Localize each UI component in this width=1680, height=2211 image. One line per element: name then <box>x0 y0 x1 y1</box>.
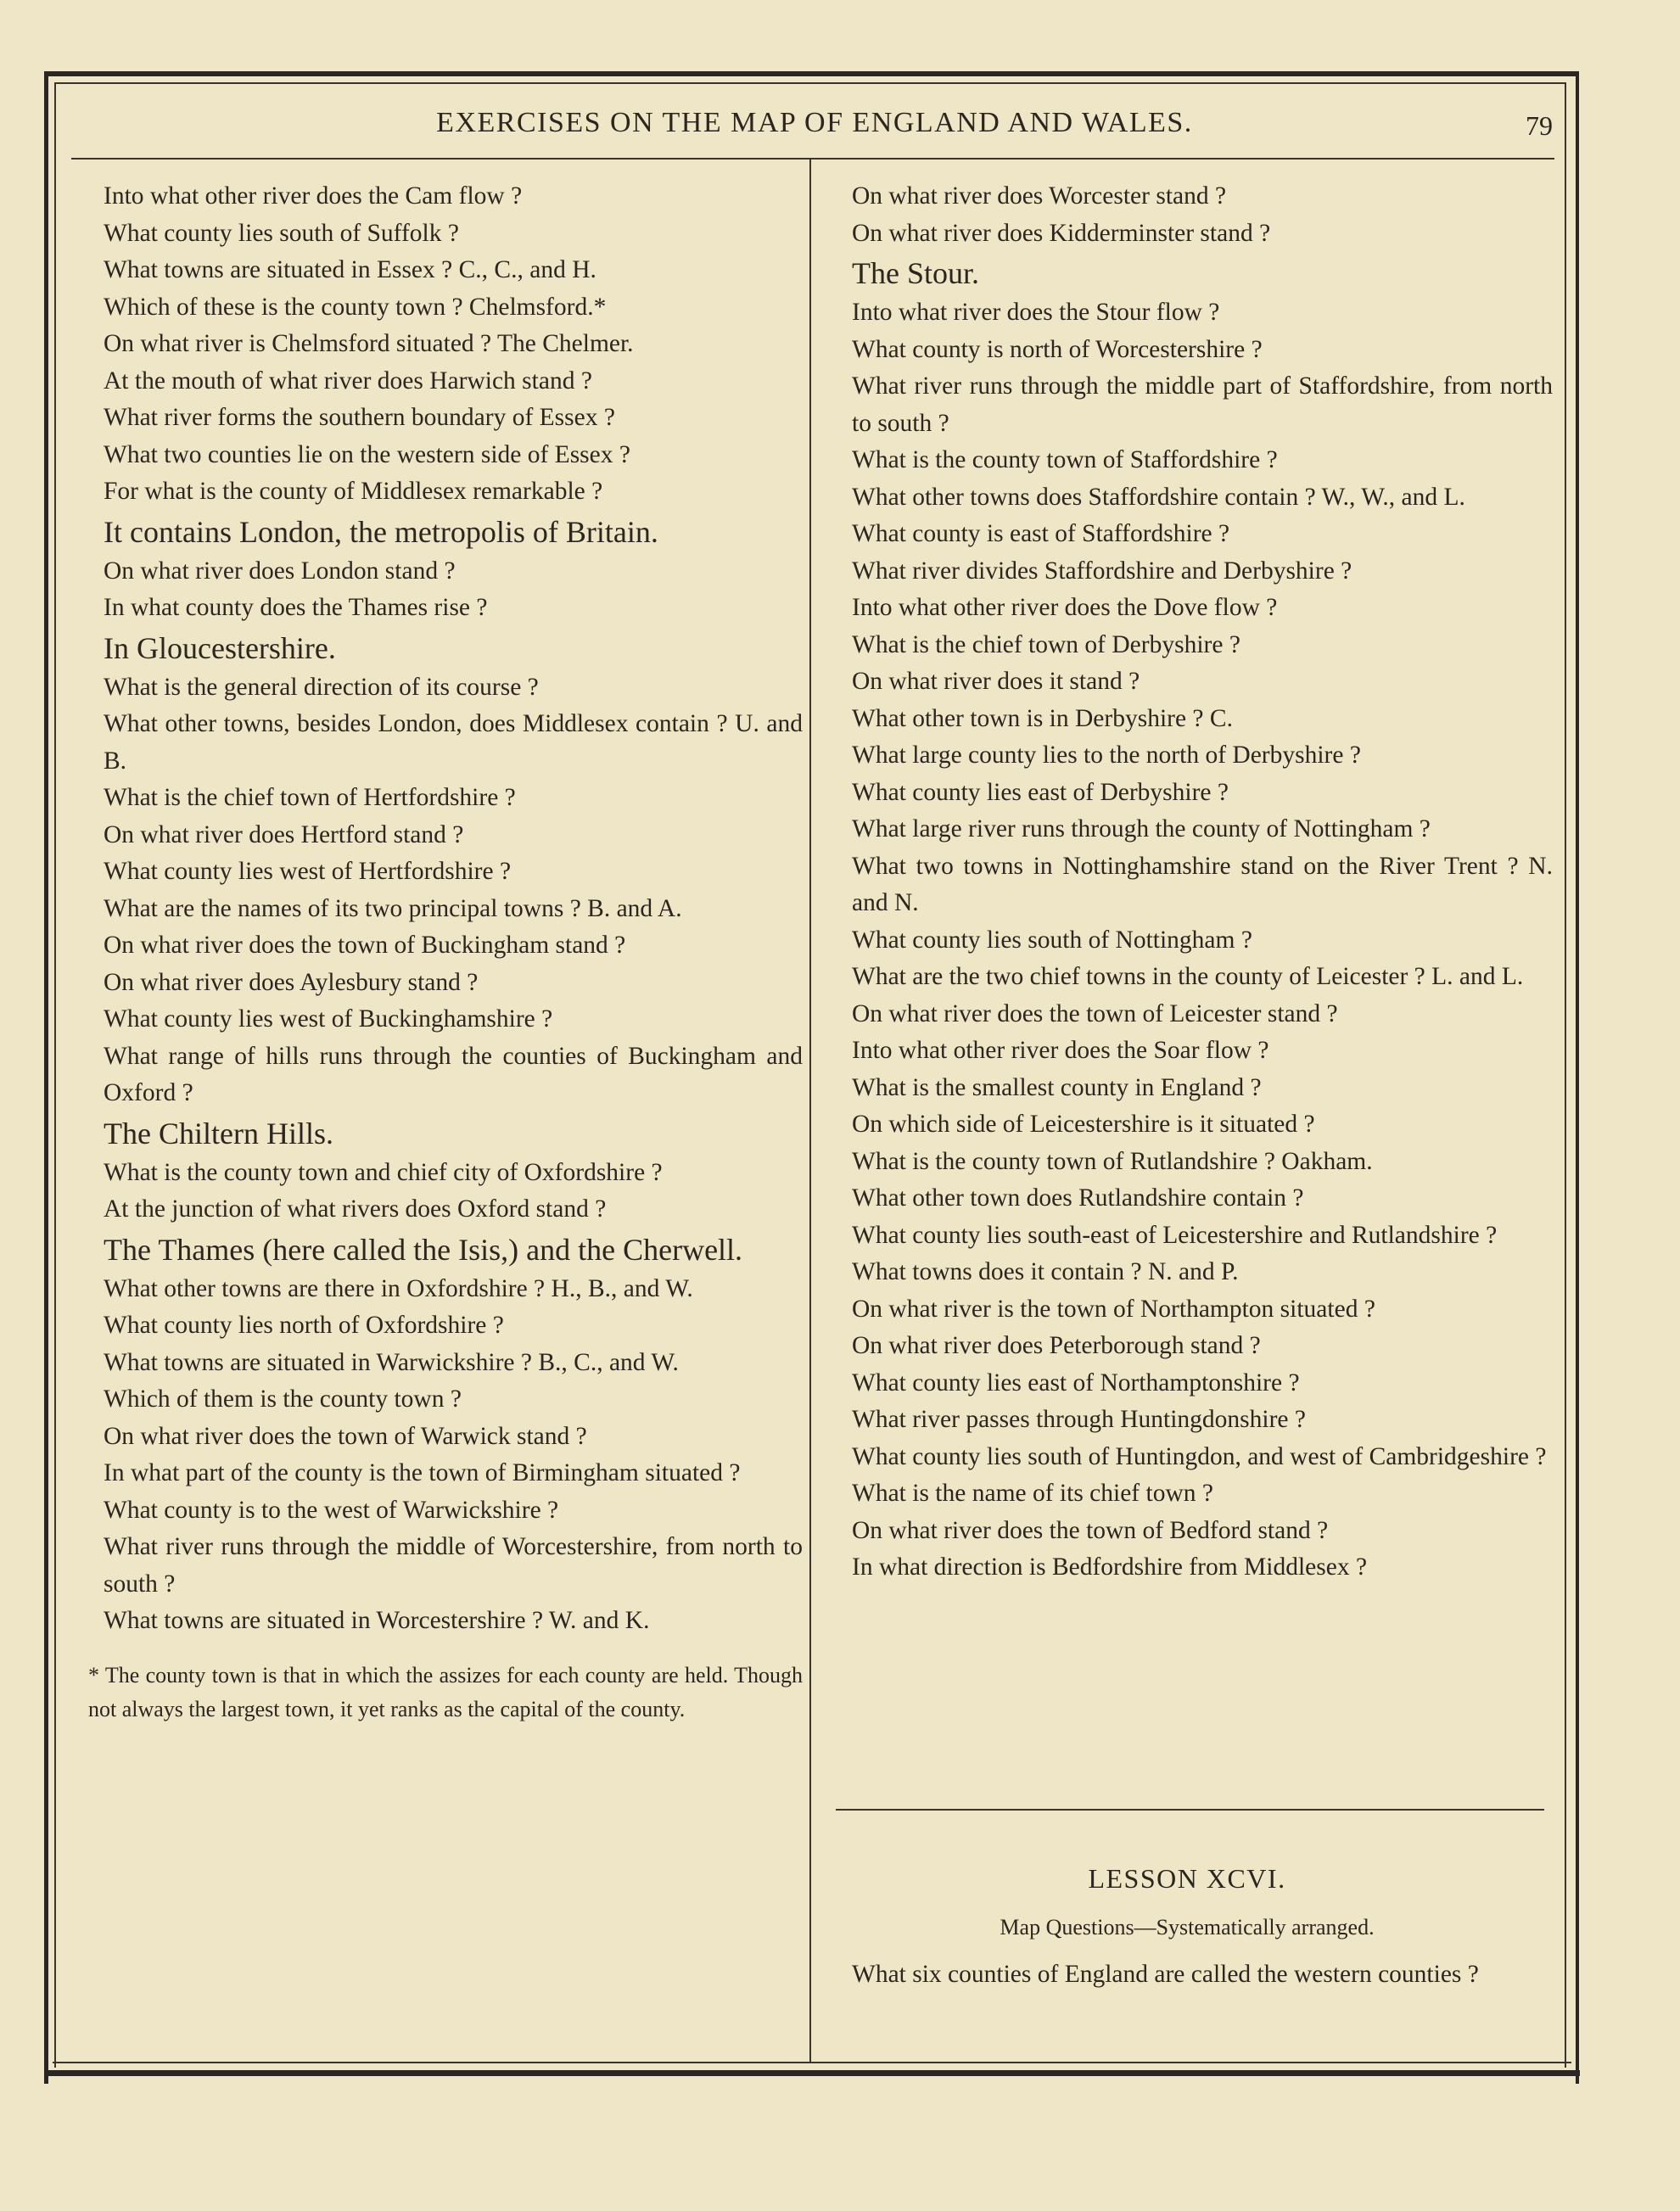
question: What county lies west of Hertfordshire ? <box>104 858 512 885</box>
question: What towns are situated in Essex ? C., C., and H. <box>104 256 596 283</box>
lesson-title: LESSON XCVI. <box>1088 1863 1286 1894</box>
question: Into what river does the Stour flow ? <box>852 299 1220 326</box>
question: What towns are situated in Warwickshire ? B., C., and W. <box>104 1348 679 1376</box>
lesson-separator-rule <box>836 1809 1544 1811</box>
question: What two counties lie on the western side of Essex ? <box>104 440 630 468</box>
answer: It contains London, the metropolis of Britain. <box>104 514 658 549</box>
footnote: * The county town is that in which the assizes for each county are held. Though not always the largest town, it yet ranks as the capital of the county. <box>88 1662 803 1721</box>
question: What river runs through the middle part of Staffordshire, from north to south ? <box>852 372 1553 437</box>
question: For what is the county of Middlesex remarkable ? <box>104 478 603 505</box>
question: What other towns, besides London, does Middlesex contain ? U. and B. <box>104 710 803 775</box>
question: What county lies west of Buckinghamshire ? <box>104 1005 553 1033</box>
question: What towns are situated in Worcestershire ? W. and K. <box>104 1607 650 1634</box>
answer: The Chiltern Hills. <box>104 1116 333 1150</box>
question: What county lies east of Northamptonshire ? <box>852 1369 1300 1397</box>
question: On what river does Aylesbury stand ? <box>104 968 479 996</box>
question: What county lies south of Suffolk ? <box>104 219 459 247</box>
question: What is the chief town of Hertfordshire ? <box>104 784 516 811</box>
question: What is the chief town of Derbyshire ? <box>852 630 1240 658</box>
page-number: 79 <box>1526 110 1553 141</box>
question: What other town is in Derbyshire ? C. <box>852 704 1233 732</box>
question: What county lies south of Nottingham ? <box>852 926 1252 954</box>
question: What towns does it contain ? N. and P. <box>852 1258 1239 1285</box>
left-column <box>73 178 803 1727</box>
question: What county lies south of Huntingdon, and west of Cambridgeshire ? <box>852 1442 1547 1470</box>
question: On what river does Hertford stand ? <box>104 820 464 848</box>
question: What is the county town of Rutlandshire ? Oakham. <box>852 1147 1373 1175</box>
question: In what part of the county is the town of Birmingham situated ? <box>104 1459 741 1486</box>
question: What two towns in Nottinghamshire stand on the River Trent ? N. and N. <box>852 852 1553 916</box>
bottom-rule <box>53 2062 1571 2063</box>
question: In what direction is Bedfordshire from Middlesex ? <box>852 1553 1368 1581</box>
question: What other towns does Staffordshire contain ? W., W., and L. <box>852 483 1465 511</box>
question: What county lies south-east of Leicestershire and Rutlandshire ? <box>852 1221 1498 1249</box>
answer: The Thames (here called the Isis,) and the Cherwell. <box>104 1232 743 1267</box>
answer: In Gloucestershire. <box>104 630 336 665</box>
question: Into what other river does the Dove flow ? <box>852 594 1278 621</box>
question: Which of them is the county town ? <box>104 1385 462 1413</box>
header-rule <box>71 158 1554 160</box>
lesson-question: What six counties of England are called the western counties ? <box>852 1961 1479 1988</box>
question: At the junction of what rivers does Oxford stand ? <box>104 1195 607 1223</box>
question: What is the county town of Staffordshire ? <box>852 446 1278 473</box>
question: What county is north of Worcestershire ? <box>852 335 1263 363</box>
question: What county lies east of Derbyshire ? <box>852 778 1229 806</box>
question: What is the county town and chief city of Oxfordshire ? <box>104 1158 663 1186</box>
running-title: EXERCISES ON THE MAP OF ENGLAND AND WALES. <box>436 107 1193 138</box>
question: On which side of Leicestershire is it situated ? <box>852 1111 1315 1138</box>
column-divider <box>809 160 811 2062</box>
question: What are the two chief towns in the county of Leicester ? L. and L. <box>852 963 1524 990</box>
question: At the mouth of what river does Harwich stand ? <box>104 367 592 395</box>
question: On what river does the town of Buckingham stand ? <box>104 932 626 959</box>
question: What large river runs through the county of Nottingham ? <box>852 815 1431 842</box>
answer: The Stour. <box>852 256 979 290</box>
right-column <box>821 178 1553 1587</box>
question: What other town does Rutlandshire contain ? <box>852 1184 1304 1212</box>
question: What county lies north of Oxfordshire ? <box>104 1312 504 1339</box>
bottom-border <box>44 2070 1580 2076</box>
question: What are the names of its two principal towns ? B. and A. <box>104 894 682 922</box>
question: On what river does it stand ? <box>852 668 1140 695</box>
question: What county is east of Staffordshire ? <box>852 520 1230 547</box>
question: What other towns are there in Oxfordshire ? H., B., and W. <box>104 1274 693 1302</box>
question: What river forms the southern boundary of Essex ? <box>104 404 615 431</box>
question: On what river does Peterborough stand ? <box>852 1332 1261 1359</box>
question: On what river is the town of Northampton situated ? <box>852 1295 1375 1323</box>
lesson-subtitle: Map Questions—Systematically arranged. <box>1000 1915 1375 1940</box>
question: Which of these is the county town ? Chelmsford.* <box>104 293 607 321</box>
question: On what river does Worcester stand ? <box>852 182 1227 210</box>
question: What river passes through Huntingdonshire ? <box>852 1406 1306 1433</box>
question: What river runs through the middle of Worcestershire, from north to south ? <box>104 1533 803 1598</box>
question: Into what other river does the Cam flow ? <box>104 182 523 210</box>
question: On what river does Kidderminster stand ? <box>852 219 1271 247</box>
question: What is the general direction of its course ? <box>104 673 539 701</box>
question: What county is to the west of Warwickshire ? <box>104 1496 559 1524</box>
question: What range of hills runs through the counties of Buckingham and Oxford ? <box>104 1042 803 1106</box>
question: What large county lies to the north of Derbyshire ? <box>852 742 1361 769</box>
question: Into what other river does the Soar flow ? <box>852 1037 1269 1064</box>
page-header <box>76 107 1553 146</box>
question: What is the name of its chief town ? <box>852 1480 1213 1507</box>
question: In what county does the Thames rise ? <box>104 594 488 621</box>
question: On what river is Chelmsford situated ? The Chelmer. <box>104 330 634 357</box>
question: On what river does the town of Bedford stand ? <box>852 1516 1329 1544</box>
question: On what river does the town of Leicester stand ? <box>852 999 1338 1027</box>
question: What is the smallest county in England ? <box>852 1073 1262 1101</box>
question: On what river does the town of Warwick stand ? <box>104 1422 587 1450</box>
question: What river divides Staffordshire and Derbyshire ? <box>852 557 1352 585</box>
question: On what river does London stand ? <box>104 557 456 585</box>
